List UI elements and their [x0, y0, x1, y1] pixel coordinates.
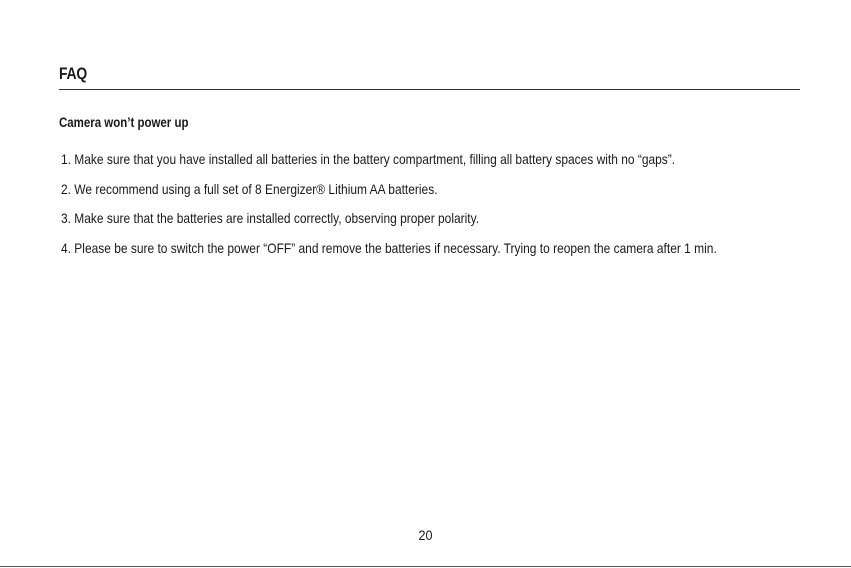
page-title: FAQ [59, 64, 87, 83]
troubleshooting-list [61, 145, 828, 263]
list-item: 2. We recommend using a full set of 8 Energizer® Lithium AA batteries. [61, 180, 438, 197]
title-divider [59, 89, 800, 90]
bottom-divider [0, 566, 851, 567]
page-number: 20 [418, 527, 433, 543]
list-item: 1. Make sure that you have installed all batteries in the battery compartment, filling all battery spaces with no “gaps”. [61, 151, 676, 167]
section-heading: Camera won’t power up [59, 114, 189, 130]
list-item: 3. Make sure that the batteries are installed correctly, observing proper polarity. [61, 210, 480, 226]
list-item: 4. Please be sure to switch the power “OFF” and remove the batteries if necessary. Trying to reopen the camera after 1 min. [61, 239, 717, 256]
